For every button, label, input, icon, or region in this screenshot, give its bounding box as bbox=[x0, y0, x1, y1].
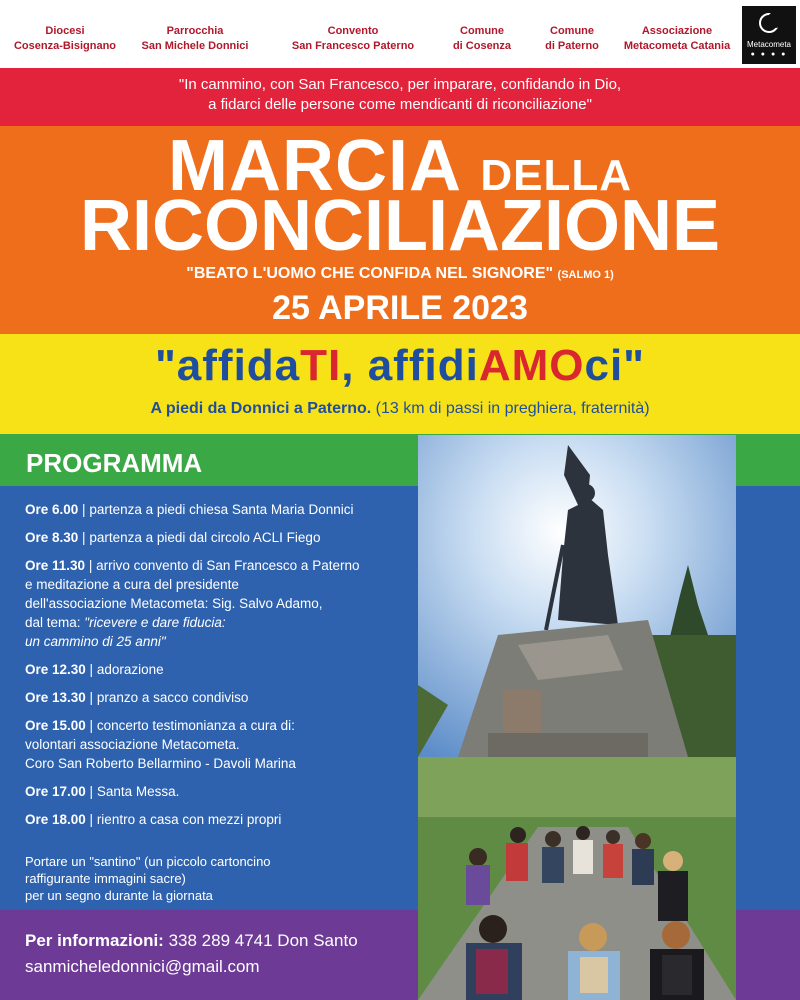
organizer-line2: San Francesco Paterno bbox=[291, 40, 415, 52]
schedule-list bbox=[25, 500, 390, 838]
event-date: 25 APRILE 2023 bbox=[272, 289, 528, 327]
walk-rest: (13 km di passi in preghiera, fraternità) bbox=[371, 400, 650, 417]
schedule-time: Ore 12.30 bbox=[25, 662, 86, 677]
programme-title: PROGRAMMA bbox=[26, 448, 203, 478]
organizer-line1: Parrocchia bbox=[166, 25, 224, 37]
note-line2: raffigurante immagini sacre) bbox=[25, 871, 186, 886]
schedule-text: e meditazione a cura del presidente bbox=[25, 577, 239, 592]
schedule-time: Ore 8.30 bbox=[25, 530, 79, 545]
moon-icon bbox=[759, 13, 779, 33]
schedule-item: Ore 12.30 | adorazione bbox=[25, 662, 164, 677]
motto bbox=[0, 265, 800, 283]
organizer-line1: Convento bbox=[327, 25, 379, 37]
organizer-diocesi bbox=[10, 24, 120, 54]
schedule-theme: un cammino di 25 anni" bbox=[25, 634, 166, 649]
schedule-text: dal tema: bbox=[25, 615, 85, 630]
note-line1: Portare un "santino" (un piccolo cartoncino bbox=[25, 854, 271, 869]
schedule-time: Ore 17.00 bbox=[25, 784, 86, 799]
organizer-comune-cosenza bbox=[440, 24, 524, 54]
organizer-associazione bbox=[618, 24, 736, 54]
organizer-line1: Comune bbox=[460, 25, 504, 37]
walk-description bbox=[0, 398, 800, 420]
title-riconciliazione: RICONCILIAZIONE bbox=[80, 186, 720, 266]
schedule-item: Ore 6.00 | partenza a piedi chiesa Santa Maria Donnici bbox=[25, 502, 354, 517]
schedule-item: Ore 17.00 | Santa Messa. bbox=[25, 784, 180, 799]
logo-social-icons: ● ● ● ● bbox=[750, 51, 788, 58]
organizer-convento bbox=[288, 24, 418, 54]
organizer-line2: Cosenza-Bisignano bbox=[13, 40, 117, 52]
note-line3: per un segno durante la giornata bbox=[25, 888, 213, 903]
schedule-text: rientro a casa con mezzi propri bbox=[96, 812, 282, 827]
organizers-header bbox=[0, 0, 800, 68]
schedule-theme: "ricevere e dare fiducia: bbox=[84, 615, 226, 630]
schedule-text: volontari associazione Metacometa. bbox=[25, 737, 240, 752]
pilgrims-illustration bbox=[418, 757, 736, 1000]
schedule-text: adorazione bbox=[96, 662, 164, 677]
schedule-item: Ore 11.30 | arrivo convento di San Francesco a Paterno e meditazione a cura del presidente dell'associazione Metacometa: Sig. Salvo Adamo, dal tema: "ricevere e dare fiducia: un cammino di 25 anni" bbox=[25, 556, 390, 651]
organizer-line2: di Cosenza bbox=[452, 40, 512, 52]
schedule-text: arrivo convento di San Francesco a Paterno bbox=[96, 558, 360, 573]
statue-illustration bbox=[418, 435, 736, 757]
schedule-item: Ore 15.00 | concerto testimonianza a cura di: volontari associazione Metacometa. Coro San Roberto Bellarmino - Davoli Marina bbox=[25, 716, 390, 773]
slogan bbox=[0, 338, 800, 394]
organizer-line1: Associazione bbox=[641, 25, 713, 37]
statue-photo bbox=[418, 435, 736, 757]
schedule-text: dell'associazione Metacometa: Sig. Salvo Adamo, bbox=[25, 596, 323, 611]
slogan-part-red: TI bbox=[300, 341, 342, 390]
schedule-time: Ore 15.00 bbox=[25, 718, 86, 733]
contact-info bbox=[25, 928, 358, 980]
metacometa-logo bbox=[742, 6, 796, 64]
organizer-line2: San Michele Donnici bbox=[141, 40, 249, 52]
organizer-line2: Metacometa Catania bbox=[623, 40, 731, 52]
schedule-text: Coro San Roberto Bellarmino - Davoli Marina bbox=[25, 756, 296, 771]
title-della: DELLA bbox=[480, 151, 632, 200]
schedule-item: Ore 13.30 | pranzo a sacco condiviso bbox=[25, 690, 249, 705]
quote-line1: "In cammino, con San Francesco, per imparare, confidando in Dio, bbox=[178, 76, 622, 93]
motto-text: "BEATO L'UOMO CHE CONFIDA NEL SIGNORE" bbox=[186, 265, 554, 282]
schedule-text: partenza a piedi chiesa Santa Maria Donnici bbox=[89, 502, 354, 517]
schedule-text: concerto testimonianza a cura di: bbox=[96, 718, 295, 733]
motto-ref: (SALMO 1) bbox=[557, 269, 614, 281]
organizer-comune-paterno bbox=[532, 24, 612, 54]
schedule-time: Ore 13.30 bbox=[25, 690, 86, 705]
organizer-line1: Comune bbox=[550, 25, 594, 37]
schedule-time: Ore 11.30 bbox=[25, 558, 86, 573]
organizer-parrocchia bbox=[136, 24, 254, 54]
info-email: sanmicheledonnici@gmail.com bbox=[25, 957, 260, 976]
quote-line2: a fidarci delle persone come mendicanti di riconciliazione" bbox=[208, 96, 592, 113]
schedule-text: partenza a piedi dal circolo ACLI Fiego bbox=[89, 530, 321, 545]
schedule-item: Ore 18.00 | rientro a casa con mezzi propri bbox=[25, 812, 282, 827]
info-phone: 338 289 4741 Don Santo bbox=[168, 931, 358, 950]
santino-note bbox=[25, 853, 390, 904]
slogan-part: , affidi bbox=[341, 341, 479, 390]
logo-name: Metacometa bbox=[746, 40, 792, 49]
schedule-text: pranzo a sacco condiviso bbox=[96, 690, 249, 705]
info-label: Per informazioni: bbox=[25, 931, 164, 950]
walk-bold: A piedi da Donnici a Paterno. bbox=[150, 400, 372, 417]
title-marcia: MARCIA bbox=[168, 126, 460, 206]
pilgrims-photo bbox=[418, 757, 736, 1000]
slogan-part-red: AMO bbox=[478, 341, 585, 390]
slogan-part: "affida bbox=[154, 341, 301, 390]
schedule-time: Ore 18.00 bbox=[25, 812, 86, 827]
opening-quote bbox=[60, 75, 740, 115]
schedule-text: Santa Messa. bbox=[96, 784, 180, 799]
slogan-part: ci" bbox=[584, 341, 646, 390]
organizer-line1: Diocesi bbox=[45, 25, 85, 37]
organizer-line2: di Paterno bbox=[545, 40, 599, 52]
schedule-time: Ore 6.00 bbox=[25, 502, 79, 517]
schedule-item: Ore 8.30 | partenza a piedi dal circolo ACLI Fiego bbox=[25, 530, 321, 545]
